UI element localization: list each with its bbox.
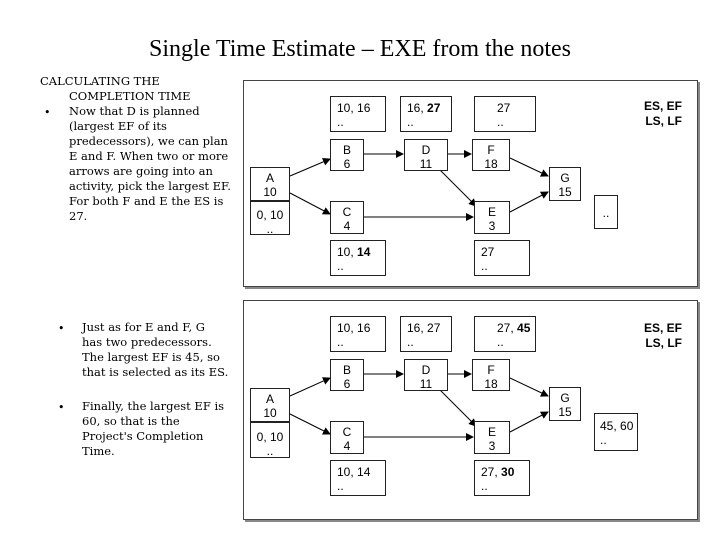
node-name: E [487, 205, 496, 219]
time-box-f [474, 316, 536, 352]
notes-bottom-bullet-1: • [58, 322, 65, 335]
es-ef-value [481, 465, 529, 479]
es-ef-value: 10, 16 [337, 101, 371, 115]
legend-line-1: ES, EF [643, 99, 682, 113]
ls-lf-value: .. [337, 335, 344, 349]
activity-node-c [330, 421, 364, 454]
ls-lf-value: .. [407, 335, 414, 349]
activity-node-a [250, 388, 290, 422]
activity-node-g [549, 387, 581, 421]
es-ef-value: 27 [497, 101, 511, 115]
node-duration: 4 [343, 219, 351, 233]
node-duration: 10 [263, 406, 277, 420]
arrow-f-g [510, 158, 548, 176]
ls-lf-value: .. [602, 206, 610, 220]
activity-node-b [330, 359, 364, 391]
legend-line-2: LS, LF [645, 114, 682, 128]
ls-lf-value: .. [481, 479, 488, 493]
arrow-a-c [290, 193, 330, 214]
notes-heading-2: COMPLETION TIME [69, 89, 191, 103]
node-name: E [487, 425, 496, 439]
notes-line: (largest EF of its [69, 119, 167, 133]
es-ef-bold: 27 [427, 101, 441, 115]
notes-top-bullet: • [44, 106, 51, 119]
time-box-b [330, 96, 386, 132]
notes-line: predecessors), we can plan [69, 134, 228, 148]
ls-lf-value: .. [337, 479, 344, 493]
notes-line: Just as for E and F, G [82, 320, 205, 334]
node-duration: 11 [419, 157, 433, 171]
notes-bottom-bullet-2: • [58, 401, 65, 414]
node-name: G [560, 391, 570, 405]
node-name: G [560, 171, 570, 185]
es-ef-value: 16, 27 [407, 321, 441, 335]
legend-es-ef-ls-lf [620, 321, 682, 351]
es-ef-plain: 10, [337, 245, 358, 259]
notes-line: arrows are going into an [69, 164, 213, 178]
node-name: A [265, 171, 274, 185]
es-ef-value: 27 [481, 245, 495, 259]
es-ef-value: 0, 10 [256, 208, 284, 222]
arrow-d-e [438, 168, 476, 206]
ls-lf-value: .. [337, 115, 344, 129]
node-name: C [342, 425, 352, 439]
arrow-a-b [290, 378, 330, 396]
ls-lf-value: .. [266, 222, 274, 236]
node-name: C [342, 205, 352, 219]
es-ef-plain: 16, [407, 101, 428, 115]
notes-line: that is selected as its ES. [82, 365, 229, 379]
node-duration: 6 [343, 157, 351, 171]
time-box-g [594, 195, 618, 229]
notes-line: Project's Completion [82, 429, 204, 443]
es-ef-value [407, 101, 451, 115]
activity-node-d [404, 359, 448, 391]
arrow-d-e [438, 388, 476, 426]
notes-line: 60, so that is the [82, 414, 180, 428]
es-ef-value: 0, 10 [256, 430, 284, 444]
node-name: F [487, 143, 495, 157]
arrow-a-c [290, 414, 330, 434]
ls-lf-value: .. [481, 259, 488, 273]
node-duration: 15 [558, 185, 572, 199]
ls-lf-value: .. [266, 444, 274, 458]
es-ef-plain: 27, [497, 321, 518, 335]
es-ef-value: 10, 16 [337, 321, 371, 335]
node-duration: 15 [558, 405, 572, 419]
es-ef-value: 45, 60 [600, 419, 634, 433]
ls-lf-value: .. [497, 115, 504, 129]
ls-lf-value: .. [337, 259, 344, 273]
slide-title: Single Time Estimate – EXE from the notes [149, 36, 571, 62]
node-duration: 3 [488, 439, 496, 453]
notes-line: 27. [69, 209, 88, 223]
activity-node-e [474, 421, 510, 454]
es-ef-bold: 14 [357, 245, 371, 259]
activity-node-g [549, 167, 581, 201]
time-box-a [250, 422, 290, 458]
notes-line: The largest EF is 45, so [82, 350, 220, 364]
notes-line: activity, pick the largest EF. [69, 179, 231, 193]
notes-line: E and F. When two or more [69, 149, 229, 163]
node-duration: 6 [343, 377, 351, 391]
node-duration: 18 [484, 377, 498, 391]
node-name: D [421, 363, 431, 377]
time-box-a [250, 201, 290, 235]
es-ef-value [337, 245, 385, 259]
es-ef-bold: 45 [517, 321, 531, 335]
time-box-d [400, 96, 452, 132]
es-ef-value: 10, 14 [337, 465, 371, 479]
legend-line-1: ES, EF [643, 321, 682, 335]
ls-lf-value: .. [600, 433, 607, 447]
node-name: A [265, 392, 274, 406]
node-duration: 11 [419, 377, 433, 391]
time-box-c [330, 460, 386, 496]
activity-node-a [250, 167, 290, 201]
activity-node-e [474, 201, 510, 234]
activity-node-f [472, 139, 510, 171]
time-box-e [474, 460, 530, 496]
node-duration: 4 [343, 439, 351, 453]
activity-node-b [330, 139, 364, 171]
legend-line-2: LS, LF [645, 336, 682, 350]
node-name: F [487, 363, 495, 377]
activity-node-f [472, 359, 510, 391]
arrow-a-b [290, 159, 330, 176]
es-ef-bold: 30 [501, 465, 515, 479]
es-ef-value [497, 321, 535, 335]
legend-es-ef-ls-lf [620, 99, 682, 129]
notes-line: has two predecessors. [82, 335, 212, 349]
node-name: B [342, 143, 351, 157]
node-name: B [342, 363, 351, 377]
arrow-e-g [510, 192, 548, 212]
node-duration: 18 [484, 157, 498, 171]
node-name: D [421, 143, 431, 157]
time-box-b [330, 316, 386, 352]
node-duration: 3 [488, 219, 496, 233]
time-box-c [330, 240, 386, 276]
activity-node-d [404, 139, 448, 171]
notes-line: Time. [82, 444, 115, 458]
notes-line: Now that D is planned [69, 104, 200, 118]
activity-node-c [330, 201, 364, 234]
ls-lf-value: .. [407, 115, 414, 129]
notes-heading-1: CALCULATING THE [40, 74, 160, 88]
arrow-e-g [510, 412, 548, 432]
time-box-f [474, 96, 536, 132]
time-box-e [474, 240, 530, 276]
node-duration: 10 [263, 185, 277, 199]
ls-lf-value: .. [497, 335, 504, 349]
es-ef-plain: 27, [481, 465, 502, 479]
notes-line: For both F and E the ES is [69, 194, 224, 208]
notes-line: Finally, the largest EF is [82, 399, 225, 413]
time-box-d [400, 316, 452, 352]
arrow-f-g [510, 378, 548, 396]
time-box-g [594, 413, 638, 451]
